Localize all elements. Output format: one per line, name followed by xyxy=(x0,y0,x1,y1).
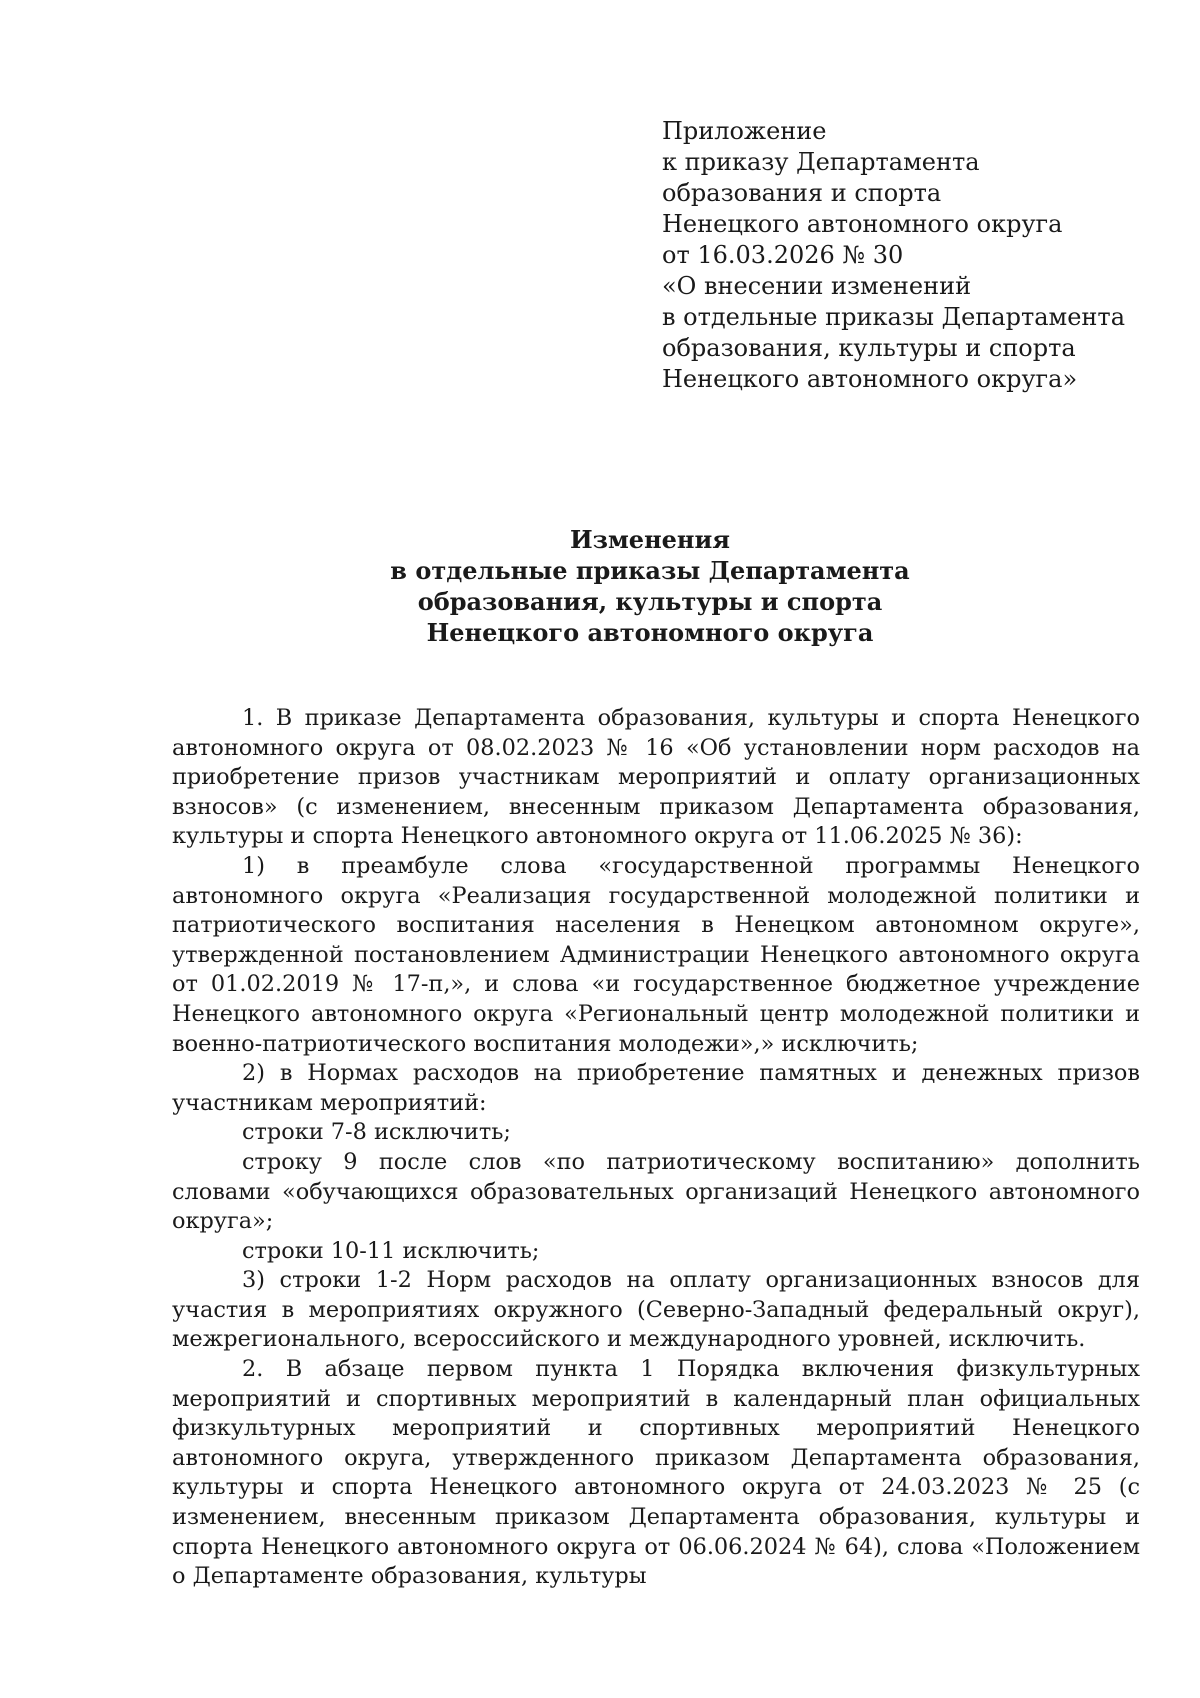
title-line: образования, культуры и спорта xyxy=(417,587,883,616)
paragraph-rows-10-11: строки 10-11 исключить; xyxy=(242,1237,540,1264)
appendix-line: Ненецкого автономного округа xyxy=(662,210,1063,238)
paragraph-2: 2. В абзаце первом пункта 1 Порядка включения физкультурных мероприятий и спортивных мероприятий в календарный план официальных физкультурных мероприятий и спортивных мероприятий Ненецкого автономного округа, утвержденного приказом Департамента образования, культуры и спорта Ненецкого автономного округа от 24.03.2023 № 25 (с изменением, внесенным приказом Департамента образования, культуры и спорта Ненецкого автономного округа от 06.06.2024 № 64), слова «Положением о Департаменте образования, культуры xyxy=(172,1356,1140,1590)
appendix-line: Ненецкого автономного округа» xyxy=(662,365,1078,393)
appendix-block xyxy=(662,116,1182,395)
paragraph-1-3: 3) строки 1-2 Норм расходов на оплату организационных взносов для участия в мероприятиях окружного (Северно-Западный федеральный округ), межрегионального, всероссийского и международного уровней, исключить. xyxy=(172,1267,1140,1353)
appendix-line: к приказу Департамента xyxy=(662,148,980,176)
appendix-line: «О внесении изменений xyxy=(662,272,972,300)
paragraph-rows-7-8: строки 7-8 исключить; xyxy=(242,1119,511,1146)
appendix-line: Приложение xyxy=(662,117,827,145)
paragraph-1-2: 2) в Нормах расходов на приобретение памятных и денежных призов участникам мероприятий: xyxy=(172,1060,1140,1116)
appendix-line: образования, культуры и спорта xyxy=(662,334,1076,362)
title-line: Ненецкого автономного округа xyxy=(426,618,874,647)
document-title xyxy=(150,524,1150,648)
appendix-line: в отдельные приказы Департамента xyxy=(662,303,1125,331)
paragraph-1-1: 1) в преамбуле слова «государственной программы Ненецкого автономного округа «Реализация государственной молодежной политики и патриотического воспитания населения в Ненецком автономном округе», утвержденной постановлением Администрации Ненецкого автономного округа от 01.02.2019 № 17-п,», и слова «и государственное бюджетное учреждение Ненецкого автономного округа «Региональный центр молодежной политики и военно-патриотического воспитания молодежи»,» исключить; xyxy=(172,852,1140,1057)
title-line: Изменения xyxy=(569,525,731,554)
appendix-line: образования и спорта xyxy=(662,179,942,207)
paragraph-row-9: строку 9 после слов «по патриотическому воспитанию» дополнить словами «обучающихся образовательных организаций Ненецкого автономного округа»; xyxy=(172,1148,1140,1235)
paragraph-1: 1. В приказе Департамента образования, культуры и спорта Ненецкого автономного округа от 08.02.2023 № 16 «Об установлении норм расходов на приобретение призов участникам мероприятий и оплату организационных взносов» (с изменением, внесенным приказом Департамента образования, культуры и спорта Ненецкого автономного округа от 11.06.2025 № 36): xyxy=(172,705,1140,850)
appendix-line: от 16.03.2026 № 30 xyxy=(662,241,904,269)
title-line: в отдельные приказы Департамента xyxy=(390,556,910,585)
document-body xyxy=(172,704,1140,1592)
